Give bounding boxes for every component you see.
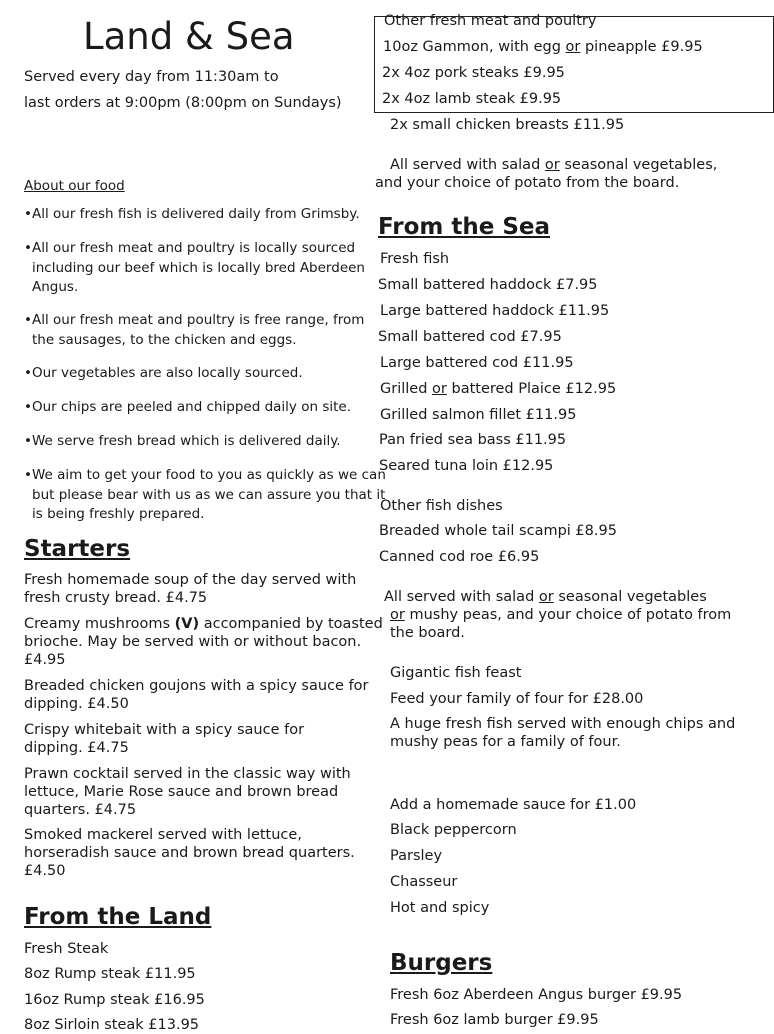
vegetarian-tag: (V) — [174, 616, 200, 632]
bullet-icon: • — [24, 399, 32, 415]
burger-line: Fresh 6oz Aberdeen Angus burger £9.95 — [390, 987, 683, 1003]
sauce-line: Chasseur — [390, 874, 458, 890]
bullet-icon: • — [24, 206, 32, 222]
about-item: All our fresh meat and poultry is free range, from the sausages, to the chicken and eggs. — [32, 312, 365, 348]
sauce-line: Black peppercorn — [390, 822, 517, 838]
starters-heading: Starters — [24, 536, 131, 562]
text: All served with salad — [384, 589, 539, 605]
right-column — [375, 0, 768, 1028]
box-text: 10oz Gammon, with egg — [383, 39, 566, 55]
bullet-icon: • — [24, 365, 32, 381]
bullet-icon: • — [24, 433, 32, 449]
menu-line: and your choice of potato from the board. — [375, 175, 680, 191]
menu-line: A huge fresh fish served with enough chips and mushy peas for a family of four. — [390, 716, 736, 750]
hours-line-2: last orders at 9:00pm (8:00pm on Sundays) — [24, 95, 342, 111]
menu-line — [384, 588, 707, 606]
menu-line: 2x small chicken breasts £11.95 — [390, 117, 625, 133]
land-item: Fresh Steak — [24, 941, 109, 957]
sauce-line: Add a homemade sauce for £1.00 — [390, 797, 637, 813]
box-text: pineapple £9.95 — [580, 39, 703, 55]
text: seasonal vegetables, — [559, 157, 718, 173]
menu-line: Fresh fish — [380, 251, 450, 267]
bullet-icon: • — [24, 312, 32, 328]
menu-line: Large battered cod £11.95 — [380, 355, 574, 371]
meat-box-border — [374, 16, 774, 113]
land-item: 8oz Sirloin steak £13.95 — [24, 1017, 200, 1033]
starter-item — [24, 615, 384, 669]
starter-item: Breaded chicken goujons with a spicy sauce for dipping. £4.50 — [24, 678, 369, 712]
menu-line: Other fish dishes — [380, 498, 503, 514]
box-line: 2x 4oz pork steaks £9.95 — [382, 65, 565, 81]
text: seasonal vegetables — [553, 589, 707, 605]
box-line: Other fresh meat and poultry — [384, 13, 597, 29]
starter-item: Crispy whitebait with a spicy sauce for dipping. £4.75 — [24, 722, 305, 756]
about-item: We aim to get your food to you as quickly as we can but please bear with us as we can assure you that it is being freshly prepared. — [32, 467, 386, 522]
sea-heading: From the Sea — [378, 214, 551, 240]
starter-item-desc: accompanied by toasted brioche. May be served with or without bacon. £4.95 — [24, 616, 383, 668]
about-item: All our fresh meat and poultry is locally sourced including our beef which is locally bred Aberdeen Angus. — [32, 240, 365, 295]
starter-item: Prawn cocktail served in the classic way with lettuce, Marie Rose sauce and brown bread quarters. £4.75 — [24, 766, 351, 818]
menu-line — [390, 156, 717, 174]
about-heading: About our food — [24, 178, 125, 194]
or-text: or — [538, 589, 554, 605]
menu-line: Small battered cod £7.95 — [378, 329, 562, 345]
bullet-icon: • — [24, 467, 32, 483]
or-text: or — [544, 157, 560, 173]
menu-line: Gigantic fish feast — [390, 665, 522, 681]
menu-line — [390, 606, 731, 624]
land-item: 8oz Rump steak £11.95 — [24, 966, 196, 982]
text: battered Plaice £12.95 — [446, 381, 617, 397]
menu-line: Feed your family of four for £28.00 — [390, 691, 644, 707]
box-line: 2x 4oz lamb steak £9.95 — [382, 91, 562, 107]
burger-line: Fresh 6oz lamb burger £9.95 — [390, 1012, 599, 1028]
land-heading: From the Land — [24, 904, 212, 930]
starter-item: Fresh homemade soup of the day served with fresh crusty bread. £4.75 — [24, 572, 357, 606]
box-or: or — [565, 39, 581, 55]
starter-item-name: Creamy mushrooms — [24, 616, 175, 632]
menu-line: Seared tuna loin £12.95 — [379, 458, 554, 474]
land-item: 16oz Rump steak £16.95 — [24, 992, 205, 1008]
text: All served with salad — [390, 157, 545, 173]
about-item: All our fresh fish is delivered daily from Grimsby. — [32, 206, 360, 222]
menu-line: the board. — [390, 625, 465, 641]
menu-line: Canned cod roe £6.95 — [379, 549, 540, 565]
menu-line: Pan fried sea bass £11.95 — [379, 432, 567, 448]
bullet-icon: • — [24, 240, 32, 256]
sauce-line: Parsley — [390, 848, 443, 864]
or-text: or — [432, 381, 447, 397]
page-title: Land & Sea — [83, 15, 295, 58]
hours-line-1: Served every day from 11:30am to — [24, 69, 279, 85]
menu-line — [380, 380, 616, 398]
about-item: Our chips are peeled and chipped daily on site. — [32, 399, 351, 415]
menu-line: Grilled salmon fillet £11.95 — [380, 407, 577, 423]
burgers-heading: Burgers — [390, 950, 493, 976]
text: mushy peas, and your choice of potato from — [404, 607, 732, 623]
sauce-line: Hot and spicy — [390, 900, 490, 916]
about-item: Our vegetables are also locally sourced. — [32, 365, 303, 381]
about-item: We serve fresh bread which is delivered daily. — [32, 433, 341, 449]
or-text: or — [390, 607, 405, 623]
menu-line: Small battered haddock £7.95 — [378, 277, 598, 293]
starter-item: Smoked mackerel served with lettuce, horseradish sauce and brown bread quarters. £4.50 — [24, 827, 355, 879]
menu-line: Large battered haddock £11.95 — [380, 303, 610, 319]
menu-line: Breaded whole tail scampi £8.95 — [379, 523, 617, 539]
text: Grilled — [380, 381, 433, 397]
